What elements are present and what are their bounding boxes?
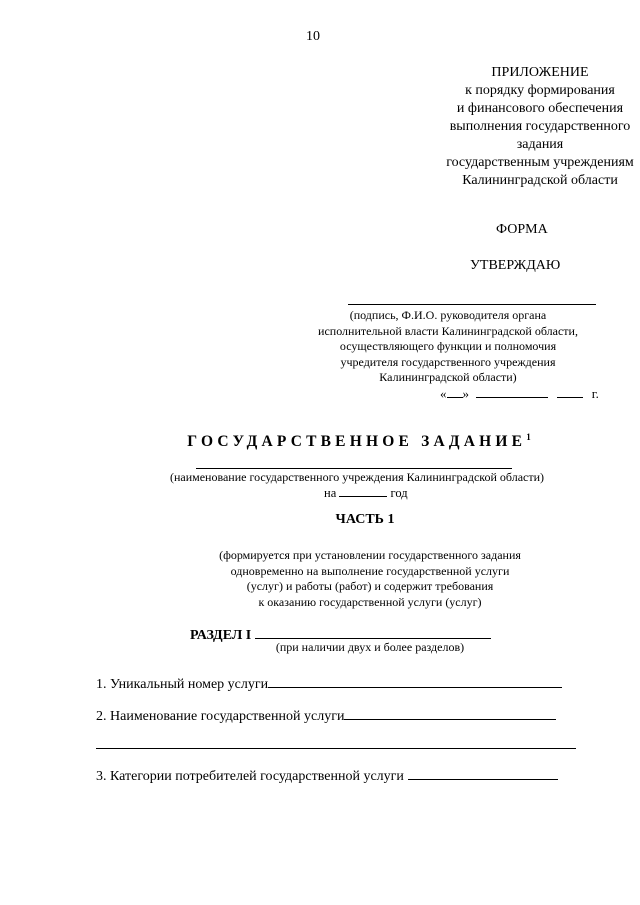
part-note-line: (формируется при установлении государственного задания	[219, 548, 521, 562]
part-note-line: (услуг) и работы (работ) и содержит требования	[246, 579, 494, 593]
part-note-line: одновременно на выполнение государственной услуги	[230, 563, 510, 578]
year-blank	[557, 386, 583, 398]
year-row	[324, 486, 408, 501]
day-blank	[447, 386, 463, 398]
signature-caption-line: осуществляющего функции и полномочия	[339, 339, 557, 353]
field-unique-number	[96, 674, 562, 693]
annex-line: к порядку формирования	[465, 83, 615, 98]
page-number: 10	[306, 29, 320, 44]
section-note: (при наличии двух и более разделов)	[275, 640, 465, 654]
part-note-line: к оказанию государственной услуги (услуг)	[258, 594, 482, 609]
field-service-name	[96, 706, 556, 725]
institution-name-line	[196, 468, 512, 469]
annex-header	[360, 64, 640, 190]
continuation-line	[96, 748, 576, 749]
year-blank	[339, 486, 387, 497]
date-open-quote: «	[440, 386, 447, 401]
part-note	[0, 548, 640, 610]
annex-line: ПРИЛОЖЕНИЕ	[491, 65, 589, 80]
signature-caption-line: исполнительной власти Калининградской области,	[318, 323, 578, 338]
field-blank	[344, 706, 556, 720]
document-title-text: ГОСУДАРСТВЕННОЕ ЗАДАНИЕ	[187, 433, 527, 451]
approve-label: УТВЕРЖДАЮ	[470, 258, 561, 273]
signature-caption-line: учредителя государственного учреждения	[340, 354, 556, 369]
section-label: РАЗДЕЛ I	[190, 628, 252, 643]
year-suffix: год	[390, 486, 408, 500]
year-suffix: г.	[591, 386, 599, 401]
year-prefix: на	[324, 486, 337, 500]
field-blank	[408, 766, 558, 780]
document-title	[0, 432, 640, 451]
annex-line: Калининградской области	[462, 173, 618, 188]
signature-line	[348, 304, 596, 305]
part-title: ЧАСТЬ 1	[335, 512, 395, 527]
footnote-mark: 1	[526, 432, 531, 442]
section-name-blank	[255, 624, 491, 639]
field-label: 2. Наименование государственной услуги	[96, 709, 345, 724]
institution-caption: (наименование государственного учреждения Калининградской области)	[169, 470, 545, 484]
annex-line: выполнения государственного	[449, 119, 631, 134]
date-close-quote: »	[462, 386, 469, 401]
signature-caption-line: (подпись, Ф.И.О. руководителя органа	[349, 308, 547, 322]
field-consumer-categories	[96, 766, 558, 785]
field-label: 1. Уникальный номер услуги	[96, 677, 269, 692]
field-blank	[268, 674, 562, 688]
signature-caption	[298, 308, 598, 386]
annex-line: и финансового обеспечения	[456, 101, 624, 116]
annex-line: государственным учреждениям	[446, 155, 634, 170]
field-label: 3. Категории потребителей государственной услуги	[96, 769, 404, 784]
month-blank	[476, 386, 548, 398]
signature-caption-line: Калининградской области)	[379, 370, 517, 384]
form-label: ФОРМА	[496, 222, 548, 237]
annex-line: задания	[516, 137, 564, 152]
approval-date-line	[440, 386, 599, 402]
